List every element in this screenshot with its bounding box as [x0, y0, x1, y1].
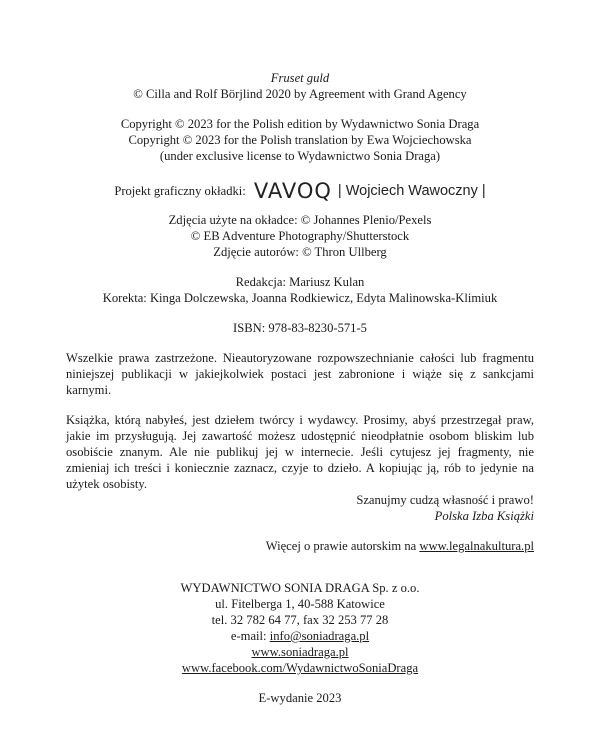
- license-note: (under exclusive license to Wydawnictwo Sonia Draga): [159, 149, 441, 163]
- vavoq-logo-mark: VAVOQ: [253, 179, 332, 203]
- copyright-page: [66, 70, 534, 706]
- cover-photo-credit-2: © EB Adventure Photography/Shutterstock: [190, 229, 410, 243]
- facebook-link[interactable]: www.facebook.com/WydawnictwoSoniaDraga: [181, 661, 419, 675]
- copyright-original: © Cilla and Rolf Börjlind 2020 by Agreement with Grand Agency: [133, 87, 467, 101]
- slogan-block: [66, 492, 534, 524]
- copyright-edition: Copyright © 2023 for the Polish edition by Wydawnictwo Sonia Draga: [120, 117, 480, 131]
- slogan: Szanujmy cudzą własność i prawo!: [356, 493, 534, 507]
- cover-design-label: Projekt graficzny okładki:: [114, 184, 246, 198]
- designer-name: | Wojciech Wawoczny |: [337, 183, 486, 199]
- email-label: e-mail:: [230, 629, 270, 643]
- author-photo-credit: Zdjęcie autorów: © Thron Ullberg: [213, 245, 387, 259]
- photo-credits: [66, 212, 534, 260]
- proofreading-credit: Korekta: Kinga Dolczewska, Joanna Rodkiewicz, Edyta Malinowska-Klimiuk: [102, 291, 498, 305]
- more-info: [66, 538, 534, 554]
- cover-photo-credit: Zdjęcia użyte na okładce: © Johannes Plenio/Pexels: [168, 213, 432, 227]
- publisher-email-line: [66, 628, 534, 644]
- publisher-name: WYDAWNICTWO SONIA DRAGA Sp. z o.o.: [180, 581, 420, 595]
- more-info-text: Więcej o prawie autorskim na: [265, 539, 420, 553]
- legal-culture-link[interactable]: www.legalnakultura.pl: [419, 539, 534, 553]
- copyright-block: [66, 116, 534, 164]
- editorial-credits: [66, 274, 534, 306]
- publisher-block: [66, 580, 534, 676]
- edition-note: E-wydanie 2023: [258, 691, 342, 705]
- publisher-phone: tel. 32 782 64 77, fax 32 253 77 28: [211, 613, 389, 627]
- slogan-org: Polska Izba Książki: [434, 509, 534, 523]
- editor-credit: Redakcja: Mariusz Kulan: [235, 275, 365, 289]
- cover-design-row: [66, 178, 534, 204]
- rights-paragraph: Wszelkie prawa zastrzeżone. Nieautoryzowane rozpowszechnianie całości lub fragmentu niniejszej publikacji w jakiejkolwiek postaci jest zabronione i wiąże się z sankcjami karnymi.: [66, 351, 534, 397]
- isbn: ISBN: 978-83-8230-571-5: [233, 321, 367, 335]
- title-block: [66, 70, 534, 102]
- copyright-translation: Copyright © 2023 for the Polish translation by Ewa Wojciechowska: [128, 133, 472, 147]
- publisher-address: ul. Fitelberga 1, 40-588 Katowice: [215, 597, 385, 611]
- designer-logo: [253, 179, 486, 203]
- book-title: Fruset guld: [270, 71, 330, 85]
- appeal-paragraph: Książka, którą nabyłeś, jest dziełem twórcy i wydawcy. Prosimy, abyś przestrzegał praw, jakie im przysługują. Jej zawartość możesz udostępnić nieodpłatnie osobom bliskim lub osobiście znanym. Ale nie publikuj jej w internecie. Jeśli cytujesz jej fragmenty, nie zmieniaj ich treści i koniecznie zaznacz, czyje to dzieło. A kopiując ją, rób to jedynie na użytek osobisty.: [66, 413, 534, 491]
- website-link[interactable]: www.soniadraga.pl: [251, 645, 349, 659]
- email-link[interactable]: info@soniadraga.pl: [269, 629, 370, 643]
